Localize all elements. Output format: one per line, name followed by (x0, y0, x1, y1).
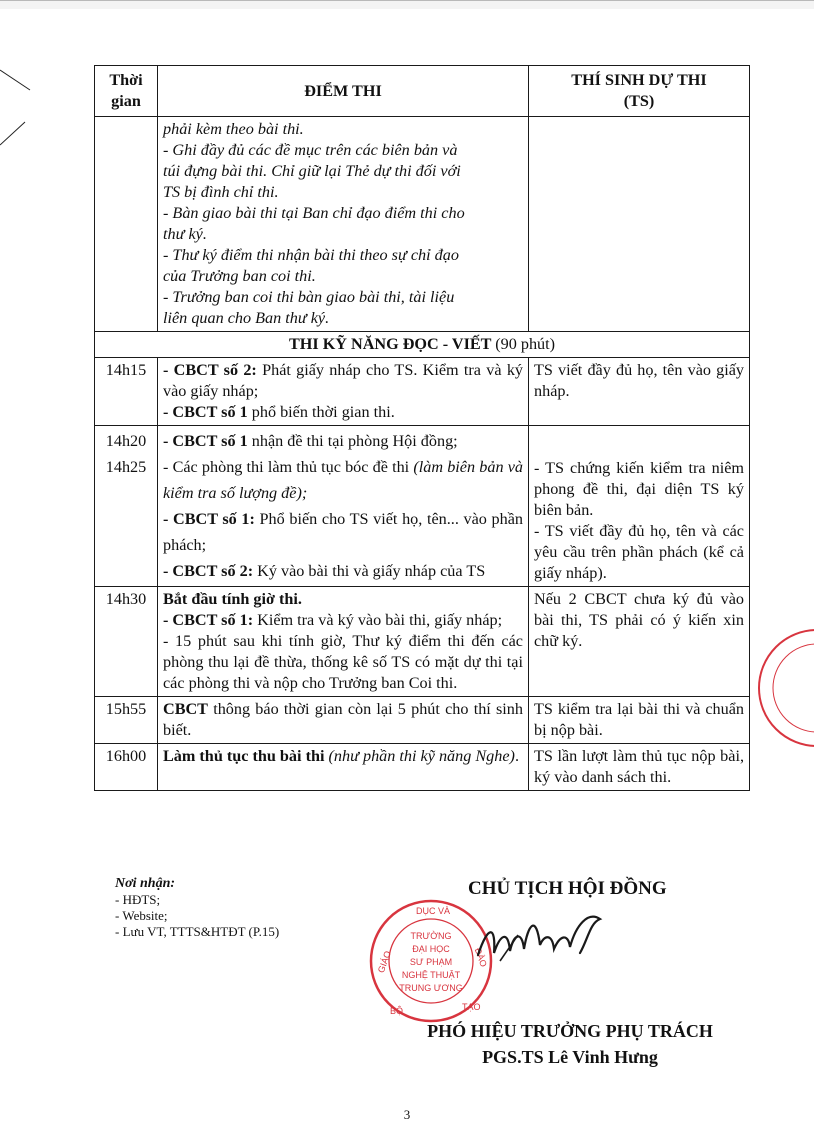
row-candidate: TS lần lượt làm thủ tục nộp bài, ký vào danh sách thi. (529, 744, 750, 791)
scan-top-edge (0, 0, 814, 9)
corner-lines (0, 60, 40, 160)
venue-title: Bắt đầu tính giờ thi. (163, 590, 302, 608)
seal-ring-left: GIÁO (375, 949, 393, 975)
continuation-line: - Trưởng ban coi thi bàn giao bài thi, tài liệu (163, 288, 455, 306)
venue-text: Phổ biến cho TS viết họ, tên... vào phần phách; (163, 510, 523, 554)
seal-ring-bottom: BỘ (390, 1006, 404, 1016)
venue-role-label: - CBCT số 1 (163, 403, 248, 421)
continuation-line: của Trưởng ban coi thi. (163, 267, 316, 285)
seal-center-line: ĐẠI HỌC (412, 944, 450, 954)
row-time: 15h55 (95, 697, 158, 744)
table-header-row (95, 66, 750, 117)
seal-ring-bottom-right: TẠO (462, 1002, 481, 1012)
venue-title: Làm thủ tục thu bài thi (163, 747, 325, 765)
row-candidate: TS kiểm tra lại bài thi và chuẩn bị nộp bài. (529, 697, 750, 744)
recipient-item: - Lưu VT, TTTS&HTĐT (P.15) (115, 924, 280, 939)
row-venue (158, 744, 529, 791)
row-candidate (529, 426, 750, 587)
continuation-line: TS bị đình chỉ thi. (163, 183, 279, 201)
venue-role-label: - CBCT số 1: (163, 510, 255, 528)
venue-role-label: CBCT (163, 700, 208, 718)
venue-note: (làm biên bản và kiểm tra số lượng đề); (163, 458, 523, 502)
row-candidate: TS viết đầy đủ họ, tên vào giấy nháp. (529, 358, 750, 426)
venue-text: Kiểm tra và ký vào bài thi, giấy nháp; (253, 611, 503, 629)
candidate-text: - TS viết đầy đủ họ, tên và các yêu cầu trên phần phách (kể cả giấy nháp). (534, 522, 744, 582)
schedule-row-1420 (95, 426, 750, 587)
row-venue (158, 358, 529, 426)
venue-text: Ký vào bài thi và giấy nháp của TS (253, 562, 486, 580)
continuation-line: liên quan cho Ban thư ký. (163, 309, 330, 327)
page-number: 3 (403, 1107, 411, 1122)
continuation-line: - Thư ký điểm thi nhận bài thi theo sự chỉ đạo (163, 246, 459, 264)
seal-center-line: TRUNG ƯƠNG (399, 983, 463, 993)
row-time (95, 426, 158, 587)
exam-schedule-table (94, 65, 750, 791)
header-candidate (529, 66, 750, 117)
seal-center-line: SƯ PHẠM (409, 957, 453, 967)
recipient-item: - Website; (115, 908, 168, 923)
header-time-line-1: Thời (109, 71, 143, 89)
side-stamp-fragment (755, 608, 814, 768)
venue-text: phổ biến thời gian thi. (247, 403, 395, 421)
continuation-line: phải kèm theo bài thi. (163, 120, 304, 138)
previous-page-edge (0, 60, 40, 160)
continuation-line: thư ký. (163, 225, 207, 243)
continuation-venue (158, 117, 529, 332)
schedule-row-1415 (95, 358, 750, 426)
row-time: 14h15 (95, 358, 158, 426)
header-time-line-2: gian (111, 92, 141, 110)
continuation-line: - Ghi đầy đủ các đề mục trên các biên bản và (163, 141, 458, 159)
row-time-b: 14h25 (105, 458, 147, 476)
handwritten-signature (470, 905, 620, 985)
venue-text: nhận đề thi tại phòng Hội đồng; (247, 432, 458, 450)
signature-graphic (470, 905, 620, 985)
recipients-block (115, 876, 279, 940)
signature-name: PGS.TS Lê Vinh Hưng (482, 1047, 658, 1067)
section-heading (95, 332, 750, 358)
recipient-item: - HĐTS; (115, 892, 161, 907)
row-candidate: Nếu 2 CBCT chưa ký đủ vào bài thi, TS phải có ý kiến xin chữ ký. (529, 587, 750, 697)
venue-role-label: - CBCT số 1 (163, 432, 248, 450)
seal-ring-top: DỤC VÀ (416, 906, 451, 916)
row-venue (158, 697, 529, 744)
row-time: 16h00 (95, 744, 158, 791)
section-title: THI KỸ NĂNG ĐỌC - VIẾT (288, 335, 492, 353)
continuation-line: túi đựng bài thi. Chỉ giữ lại Thẻ dự thi đối với (163, 162, 461, 180)
schedule-row-1555 (95, 697, 750, 744)
venue-role-label: - CBCT số 1: (163, 611, 254, 629)
signature-position: PHÓ HIỆU TRƯỞNG PHỤ TRÁCH (427, 1021, 713, 1041)
row-venue (158, 426, 529, 587)
header-time (95, 66, 158, 117)
seal-center-line: NGHỆ THUẬT (401, 970, 461, 980)
venue-role-label: - CBCT số 2: (163, 361, 257, 379)
row-venue (158, 587, 529, 697)
header-candidate-line-2: (TS) (623, 92, 655, 110)
continuation-line: - Bàn giao bài thi tại Ban chỉ đạo điểm thi cho (163, 204, 465, 222)
header-candidate-line-1: THÍ SINH DỰ THI (571, 71, 707, 89)
schedule-row-1430 (95, 587, 750, 697)
section-heading-row (95, 332, 750, 358)
signature-chair-title: CHỦ TỊCH HỘI ĐỒNG (468, 878, 667, 899)
venue-text: Phát giấy nháp cho TS. Kiểm tra và ký vào giấy nháp; (163, 361, 524, 400)
recipients-title: Nơi nhận: (115, 876, 176, 891)
row-time-a: 14h20 (105, 432, 147, 450)
row-time: 14h30 (95, 587, 158, 697)
side-stamp-graphic (755, 608, 814, 768)
venue-text: - Các phòng thi làm thủ tục bóc đề thi (163, 458, 414, 476)
continuation-time (95, 117, 158, 332)
section-duration: (90 phút) (495, 335, 556, 353)
venue-text: - 15 phút sau khi tính giờ, Thư ký điểm thi đến các phòng thu lại đề thừa, thống kê số TS có mặt dự thi tại các phòng thi và nộp cho Trưởng ban Coi thi. (163, 632, 523, 692)
header-venue: ĐIỂM THI (158, 66, 529, 117)
seal-center-line: TRƯỜNG (410, 931, 452, 941)
venue-role-label: - CBCT số 2: (163, 562, 254, 580)
venue-text: thông báo thời gian còn lại 5 phút cho thí sinh biết. (163, 700, 523, 739)
continuation-row (95, 117, 750, 332)
schedule-row-1600 (95, 744, 750, 791)
venue-note: (như phần thi kỹ năng Nghe) (324, 747, 515, 765)
candidate-text: - TS chứng kiến kiểm tra niêm phong đề thi, đại diện TS ký biên bản. (534, 459, 744, 519)
continuation-candidate (529, 117, 750, 332)
seal-ring-right: ĐÀO (472, 946, 489, 969)
venue-text: . (514, 747, 519, 765)
